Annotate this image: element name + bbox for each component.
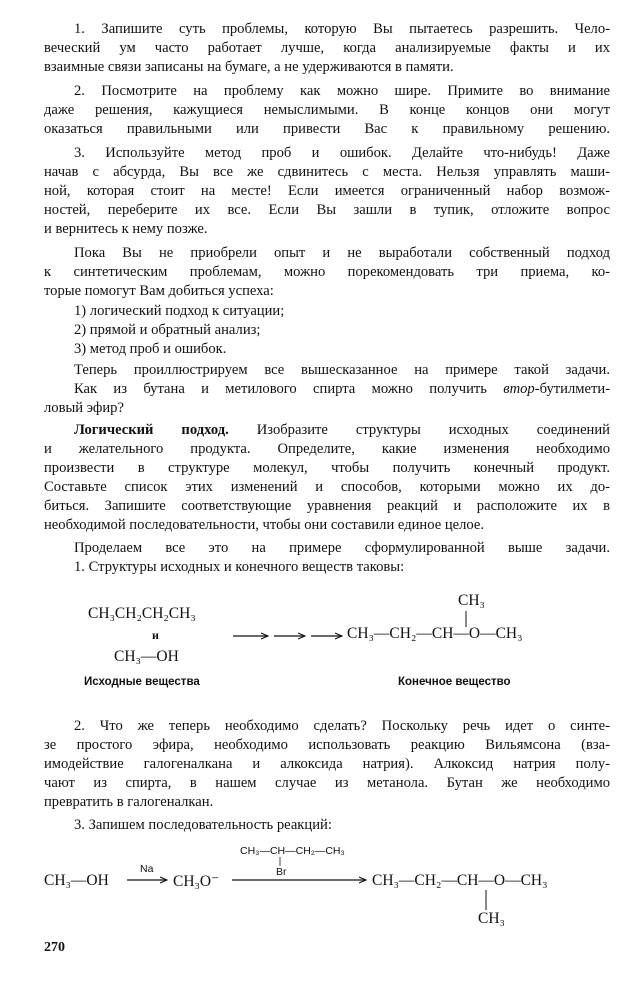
- text-line: биться. Запишите соответствующие уравнения реакций и расположите их в: [44, 498, 610, 514]
- text-line: произвести в структуре молекул, чтобы получить конечный продукт.: [44, 460, 610, 476]
- methanol-formula: CH₃—OH: [114, 648, 179, 665]
- text-line: 2. Что же теперь необходимо сделать? Поскольку речь идет о синте-: [74, 718, 610, 734]
- text-line: оказаться правильными или привести Вас к правильному решению.: [44, 121, 610, 137]
- methanol-formula: CH₃—OH: [44, 872, 109, 889]
- text-line: Пока Вы не приобрели опыт и не выработали собственный подход: [74, 245, 610, 261]
- bromine-label: Br: [276, 866, 287, 878]
- text-line: Составьте список этих изменений и способов, которыми можно их до-: [44, 479, 610, 495]
- text-line: чают из спирта, в нашем случае из метанола. Бутан же необходимо: [44, 775, 610, 791]
- text-line: 3. Используйте метод проб и ошибок. Делайте что-нибудь! Даже: [74, 145, 610, 161]
- text-line: и желательного продукта. Определите, какие изменения необходимо: [44, 441, 610, 457]
- text-line: Теперь проиллюстрируем все вышесказанное на примере такой задачи.: [74, 362, 610, 378]
- text-line: начав с абсурда, Вы все же сдвинитесь с места. Нельзя управлять маши-: [44, 164, 610, 180]
- text-line: зе простого эфира, необходимо использовать реакцию Вильямсона (вза-: [44, 737, 610, 753]
- italic-prefix: втор: [503, 381, 535, 397]
- text-line: ностей, переберите их все. Если Вы зашли в тупик, отложите вопрос: [44, 202, 610, 218]
- sodium-reagent: Na: [140, 863, 154, 875]
- halide-reagent: CH₃—CH—CH₂—CH₃: [240, 845, 345, 857]
- method-item: 2) прямой и обратный анализ;: [74, 322, 261, 338]
- text-line: торые помогут Вам добиться успеха:: [44, 283, 274, 299]
- text-line: веческий ум часто работает лучше, когда анализируемые факты и их: [44, 40, 610, 56]
- text-line: 1. Структуры исходных и конечного веществ таковы:: [74, 559, 405, 575]
- text-line: Проделаем все это на примере сформулированной выше задачи.: [74, 540, 610, 556]
- product-formula: CH₃—CH₂—CH—O—CH₃: [347, 625, 523, 642]
- section-heading: Логический подход.: [74, 422, 229, 438]
- product-formula: CH₃—CH₂—CH—O—CH₃: [372, 872, 548, 889]
- method-item: 3) метод проб и ошибок.: [74, 341, 227, 357]
- starting-materials-caption: Исходные вещества: [84, 676, 200, 688]
- butane-formula: CH₃CH₂CH₂CH₃: [88, 605, 196, 622]
- text-line: и вернитесь к нему позже.: [44, 221, 208, 237]
- methoxide-formula: CH₃O⁻: [173, 873, 220, 890]
- method-item: 1) логический подход к ситуации;: [74, 303, 285, 319]
- text-line: даже решения, кажущиеся немыслимыми. В конце концов они могут: [44, 102, 610, 118]
- text-line: необходимой последовательности, чтобы они составили единое целое.: [44, 517, 485, 533]
- text-line: Как из бутана и метилового спирта можно получить втор-бутилмети-: [74, 381, 610, 397]
- text-line: Логический подход. Изобразите структуры исходных соединений: [74, 422, 610, 438]
- product-branch-methyl: CH₃: [478, 910, 505, 927]
- page-number: 270: [44, 940, 65, 955]
- text-line: ловый эфир?: [44, 400, 124, 416]
- text-line: 2. Посмотрите на проблему как можно шире. Примите во внимание: [74, 83, 610, 99]
- text-line: превратить в галогеналкан.: [44, 794, 214, 810]
- conjunction-and: и: [152, 628, 159, 642]
- final-product-caption: Конечное вещество: [398, 676, 511, 688]
- text-line: к синтетическим проблемам, можно порекомендовать три приема, ко-: [44, 264, 610, 280]
- text-line: 1. Запишите суть проблемы, которую Вы пытаетесь разрешить. Чело-: [74, 21, 610, 37]
- text-line: взаимные связи записаны на бумаге, а не удерживаются в памяти.: [44, 59, 454, 75]
- text-line: ной, которая стоит на месте! Если имеется ограниченный набор возмож-: [44, 183, 610, 199]
- product-branch-methyl: CH₃: [458, 592, 485, 609]
- text-line: имодействие галогеналкана и алкоксида натрия). Алкоксид натрия полу-: [44, 756, 610, 772]
- text-line: 3. Запишем последовательность реакций:: [74, 817, 332, 833]
